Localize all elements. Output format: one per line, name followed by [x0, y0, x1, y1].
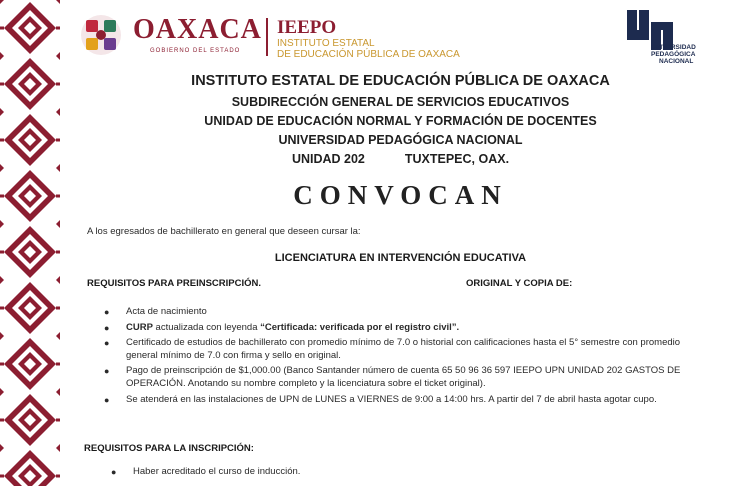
page-title: CONVOCAN — [293, 180, 508, 210]
upn-logo-text: UNIVERSIDAD PEDAGÓGICA NACIONAL — [651, 44, 696, 65]
intro-text: A los egresados de bachillerato en general que deseen cursar la: — [87, 226, 361, 237]
bullet-icon: ● — [111, 467, 117, 477]
list-item: ● Se atenderá en las instalaciones de UPN de LUNES a VIERNES de 9:00 a 14:00 hrs. A partir del 7 de abril hasta agotar cupo. — [104, 393, 657, 405]
section-inscripcion-heading: REQUISITOS PARA LA INSCRIPCIÓN: — [84, 443, 254, 454]
bullet-icon: ● — [104, 394, 110, 405]
bullet-icon: ● — [104, 307, 110, 317]
list-item: ● Haber acreditado el curso de inducción. — [111, 466, 301, 477]
header-unidad-educacion: UNIDAD DE EDUCACIÓN NORMAL Y FORMACIÓN DE DOCENTES — [204, 114, 597, 128]
oaxaca-wordmark: OAXACA — [133, 14, 262, 45]
list-item: ● Certificado de estudios de bachillerato con promedio mínimo de 7.0 o historial con calificaciones hasta el 5° semestre con promedio general mínimo de 7.0 con firma y sello en original. — [104, 337, 681, 361]
oaxaca-ieepo-logo — [80, 14, 490, 64]
bullet-icon: ● — [104, 338, 110, 349]
logo-divider — [266, 18, 268, 56]
original-copia-heading: ORIGINAL Y COPIA DE: — [466, 278, 573, 289]
requisitos-inscripcion-list — [107, 466, 697, 479]
ciudad-label: TUXTEPEC, OAX. — [404, 152, 510, 166]
header-upn: UNIVERSIDAD PEDAGÓGICA NACIONAL — [278, 133, 523, 147]
oaxaca-seal-icon — [80, 14, 122, 56]
bullet-icon: ● — [104, 366, 110, 377]
ieepo-line2: DE EDUCACIÓN PÚBLICA DE OAXACA — [277, 49, 460, 60]
list-item: ● CURP actualizada con leyenda “Certificada: verificada por el registro civil”. — [104, 321, 460, 333]
oaxaca-subtitle: GOBIERNO DEL ESTADO — [150, 48, 241, 54]
header-institute: INSTITUTO ESTATAL DE EDUCACIÓN PÚBLICA DE OAXACA — [191, 73, 610, 89]
header-subdireccion: SUBDIRECCIÓN GENERAL DE SERVICIOS EDUCATIVOS — [231, 95, 570, 109]
ieepo-wordmark: IEEPO — [277, 17, 337, 38]
list-item: ● Acta de nacimiento — [104, 306, 207, 317]
licenciatura-title: LICENCIATURA EN INTERVENCIÓN EDUCATIVA — [274, 252, 527, 264]
requisitos-preinscripcion-list — [100, 306, 700, 409]
upn-logo-icon — [620, 8, 710, 78]
list-item: ● Pago de preinscripción de $1,000.00 (Banco Santander número de cuenta 65 50 96 36 597 IEEPO UPN UNIDAD 202 GASTOS DE OPERACIÓN. Anotando su nombre completo y la licenciatura sobre el ticket original). — [104, 365, 681, 389]
unidad-label: UNIDAD 202 — [291, 152, 365, 166]
header-unidad-ciudad — [30, 152, 741, 166]
section-preinscripcion-heading: REQUISITOS PARA PREINSCRIPCIÓN. — [87, 278, 262, 289]
ieepo-line1: INSTITUTO ESTATAL — [277, 38, 375, 49]
bullet-icon: ● — [104, 322, 110, 333]
